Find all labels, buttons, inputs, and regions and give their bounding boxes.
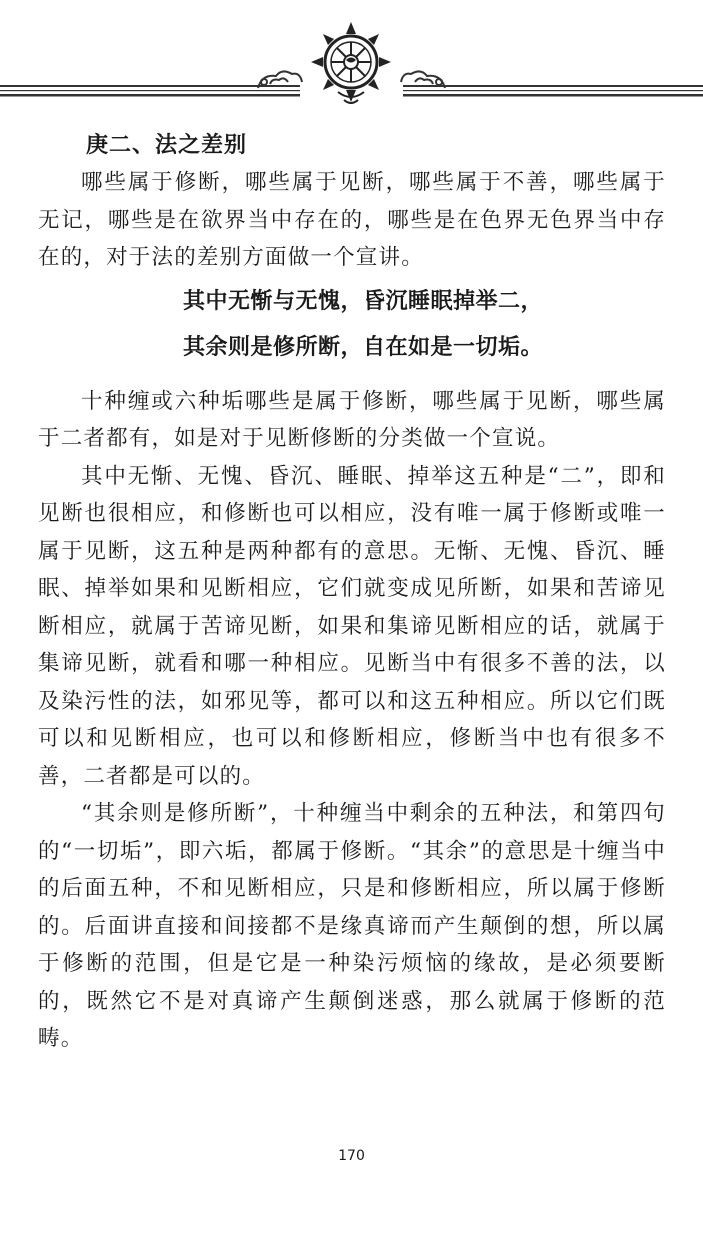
verse-block xyxy=(38,279,666,371)
page-number: 170 xyxy=(338,1148,365,1164)
section-heading: 庚二、法之差别 xyxy=(86,133,248,158)
page-content xyxy=(38,128,666,1058)
header-ornament xyxy=(0,0,703,110)
paragraph-3: “其余则是修所断”，十种缠当中剩余的五种法，和第四句的“一切垢”，即六垢，都属于修断。“其余”的意思是十缠当中的后面五种，不和见断相应，只是和修断相应，所以属于修断的。后面讲直接和间接都不是缘真谛而产生颠倒的想，所以属于修断的范围，但是它是一种染污烦恼的缘故，是必须要断的，既然它不是对真谛产生颠倒迷惑，那么就属于修断的范畴。 xyxy=(38,801,666,1051)
paragraph-2: 其中无惭、无愧、昏沉、睡眠、掉举这五种是“二”，即和见断也很相应，和修断也可以相应，没有唯一属于修断或唯一属于见断，这五种是两种都有的意思。无惭、无愧、昏沉、睡眠、掉举如果和见断相应，它们就变成见所断，如果和苦谛见断相应，就属于苦谛见断，如果和集谛见断相应的话，就属于集谛见断，就看和哪一种相应。见断当中有很多不善的法，以及染污性的法，如邪见等，都可以和这五种相应。所以它们既可以和见断相应，也可以和修断相应，修断当中也有很多不善，二者都是可以的。 xyxy=(38,463,666,789)
page-header xyxy=(0,0,703,110)
verse-line-2: 其余则是修所断，自在如是一切垢。 xyxy=(182,334,543,360)
dharma-wheel-icon xyxy=(311,22,391,103)
verse-line-1: 其中无惭与无愧，昏沉睡眠掉举二， xyxy=(182,288,543,314)
intro-paragraph: 哪些属于修断，哪些属于见断，哪些属于不善，哪些属于无记，哪些是在欲界当中存在的，哪些是在色界无色界当中存在的，对于法的差别方面做一个宣讲。 xyxy=(38,170,666,270)
paragraph-1: 十种缠或六种垢哪些是属于修断，哪些属于见断，哪些属于二者都有，如是对于见断修断的分类做一个宣说。 xyxy=(38,388,666,451)
